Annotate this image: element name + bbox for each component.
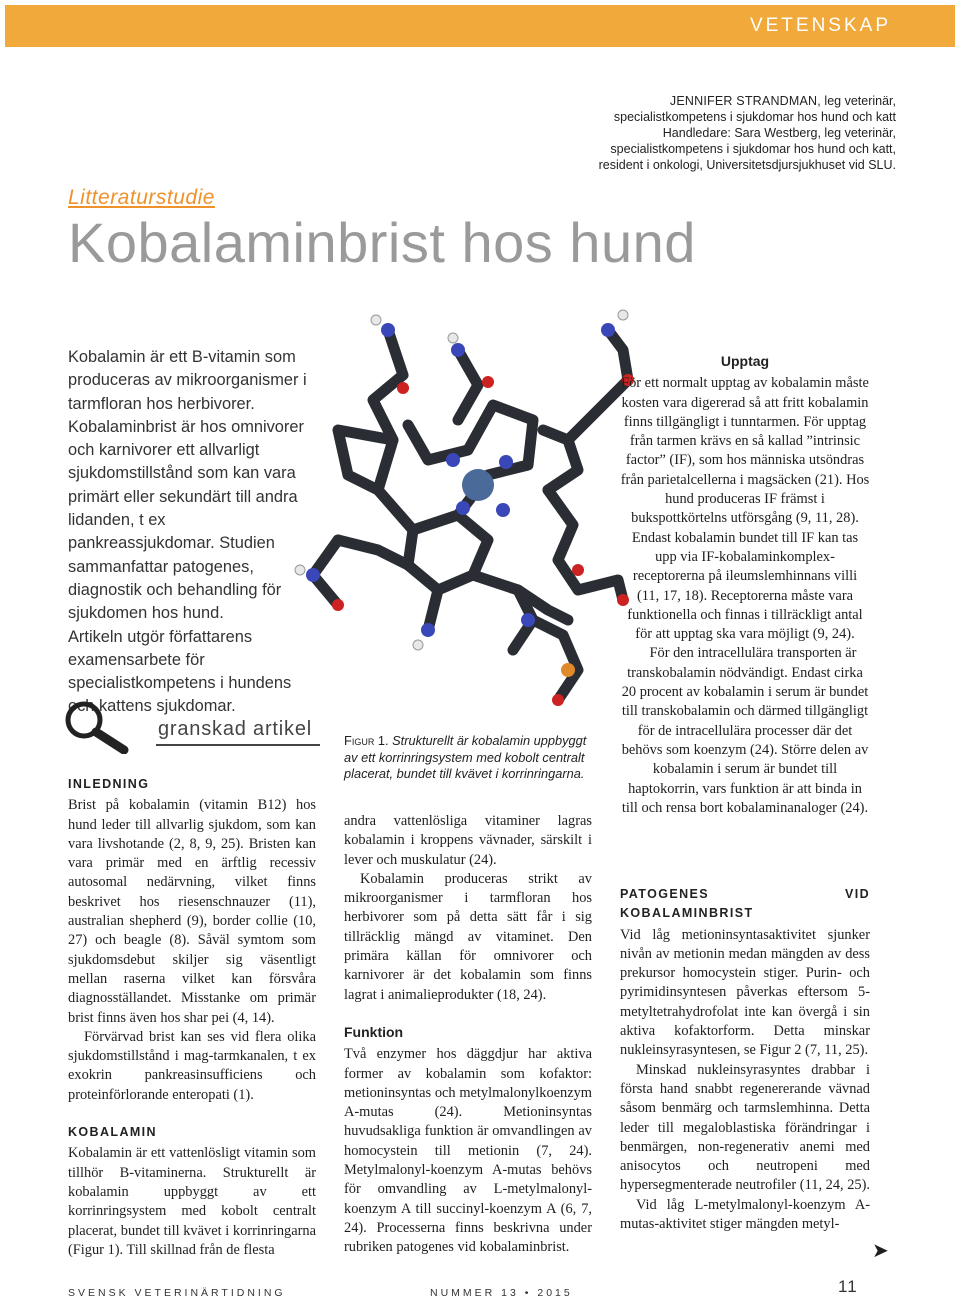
text-column-1 [68, 775, 316, 1260]
body-paragraph: För den intracellulära transporten är transkobalamin nödvändigt. Endast cirka 20 procent av kobalamin i serum är bundet till transkobalamin och därmed tillgängligt för de intracellulära processer där det behövs som koenzym (24). Större delen av kobalamin i serum är bundet till haptokorrin, vars funktion är att binda in till och rensa bort kobalaminanaloger (24). [621, 645, 869, 816]
arrow-right-icon: ➤ [872, 1240, 889, 1262]
lead-text [68, 346, 308, 719]
section-label: VETENSKAP [749, 15, 891, 36]
body-paragraph: Förvärvad brist kan ses vid flera olika sjukdomstillstånd i mag-tarmkanalen, t ex exokrin pankreasinsufficiens och proteinförlorande enteropati (1). [68, 1028, 316, 1103]
upptag-section [620, 352, 870, 818]
lead-paragraph: Artikeln utgör författarens examensarbete för specialistkompetens i hundens och kattens sjukdomar. [68, 627, 292, 716]
author-line: resident i onkologi, Universitetsdjursjukhuset vid SLU. [598, 158, 896, 172]
section-heading: KOBALAMIN [68, 1125, 157, 1140]
figure-caption-text: Strukturellt är kobalamin uppbyggt av ett korrinringsystem med kobolt centralt placerat, bundet till kvävet i korrinringarna. [344, 733, 587, 781]
journal-name: SVENSK VETERINÄRTIDNING [68, 1287, 286, 1299]
text-column-3 [620, 885, 870, 1234]
author-line: specialistkompetens i sjukdomar hos hund och katt, [610, 142, 896, 156]
body-paragraph: Vid låg L-metylmalonyl-koenzym A-mutas-aktivitet stiger mängden metyl- [620, 1196, 870, 1233]
body-paragraph: Två enzymer hos däggdjur har aktiva former av kobalamin som kofaktor: metioninsyntas och metylmalonylkoenzym A-mutas (24). Metioninsyntas huvudsakliga funktion är omvandlingen av homocystein till metionin (7, 24). Metylmalonyl-koenzym A-mutas behövs för omvandling av L-metylmalonyl-koenzym A till succinyl-koenzym A (6, 7, 24). Processerna finns beskrivna under rubriken patogenes vid kobalaminbrist. [344, 1046, 592, 1256]
author-line: specialistkompetens i sjukdomar hos hund och katt [613, 110, 896, 124]
author-title: leg veterinär, [820, 94, 896, 108]
section-heading: INLEDNING [68, 777, 150, 791]
section-banner [5, 5, 955, 47]
body-paragraph: andra vattenlösliga vitaminer lagras kobalamin i kroppens vävnader, särskilt i lever och muskulatur (24). [344, 813, 592, 868]
author-block [476, 93, 896, 173]
figure-caption [344, 733, 602, 783]
article-kicker: Litteraturstudie [68, 186, 215, 209]
page-number: 11 [838, 1277, 858, 1296]
section-heading: Upptag [720, 353, 770, 369]
body-paragraph: För ett normalt upptag av kobalamin måste kosten vara digererad så att fritt kobalamin finns tillgängligt i tunntarmen. För upptag från tarmen krävs en så kallad ”intrinsic factor” (IF), som hos människa utsöndras från parietalcellerna i magsäcken (21). Hos hund produceras IF främst i bukspottkörtelns utförsgång (9, 11, 28). Endast kobalamin bundet till IF kan tas upp via IF-kobalaminkomplex-receptorerna på ileumslemhinnans villi (11, 17, 18). Receptorerna måste vara funktionella och finnas i tillräckligt antal för att upptag ska vara möjligt (9, 24). [620, 375, 870, 643]
magnifier-icon [60, 698, 130, 754]
text-column-2 [344, 812, 592, 1258]
review-label: granskad artikel [158, 718, 312, 740]
body-paragraph: Minskad nukleinsyrasyntes drabbar i första hand snabbt regenererande vävnad såsom benmärg och tarmslemhinna. Detta leder till megaloblastiska förändringar i benmärgen, non-regenerativ anemi med anisocytos och neutropeni med hypersegmenterade neutrofiler (11, 24, 25). [620, 1061, 871, 1194]
lead-paragraph: Kobalamin är ett B-vitamin som produceras av mikroorganismer i tarmfloran hos herbivorer. Kobalaminbrist är hos omnivorer och karnivorer ett allvarligt sjukdomstillstånd som kan vara primärt eller sekundärt till andra lidanden, t ex pankreassjukdomar. Studien sammanfattar patogenes, diagnostik och behandling för sjukdomen hos hund. [68, 348, 307, 623]
peer-review-badge [60, 698, 322, 750]
author-name: JENNIFER STRANDMAN, [669, 94, 821, 108]
body-paragraph: Kobalamin är ett vattenlösligt vitamin som tillhör B-vitaminerna. Strukturellt är kobalamin uppbyggt av ett korrinringsystem med kobolt centralt placerat, bundet till kvävet i korrinringarna (Figur 1). Till skillnad från de flesta [68, 1145, 316, 1258]
cobalamin-molecule-figure [278, 290, 650, 720]
author-line: Handledare: Sara Westberg, leg veterinär, [662, 126, 896, 140]
section-heading: Funktion [344, 1023, 404, 1040]
divider [156, 744, 320, 746]
issue-number: NUMMER 13 • 2015 [430, 1287, 573, 1299]
body-paragraph: Kobalamin produceras strikt av mikroorganismer i tarmfloran hos herbivorer som på detta sätt får i sig tillräcklig mängd av vitaminet. Den primära källan för omnivorer och karnivorer är det kobalamin som finns lagrat i animalieprodukter (18, 24). [344, 870, 592, 1003]
body-paragraph: Vid låg metioninsyntasaktivitet sjunker nivån av metionin medan mängden av dess prekursor homocystein stiger. Purin- och pyrimidinsyntesen påverkas eftersom 5-metyltetrahydrofolat inte kan övergå i sin aktiva kofaktorform. Detta minskar nukleinsyrasyntesen, se Figur 2 (7, 11, 25). [620, 926, 870, 1059]
section-heading: PATOGENES VID KOBALAMINBRIST [620, 887, 870, 921]
body-paragraph: Brist på kobalamin (vitamin B12) hos hund leder till allvarlig sjukdom, som kan vara livshotande (2, 8, 9, 25). Bristen kan vara primär med en ärftlig recessiv autosomal nedärvning, vilket finns beskrivet hos riesenschnauzer (11), australian shepherd (9), border collie (10, 27) och beagle (8). Såväl symtom som sjukdomsdebut skiljer sig väsentligt mellan raserna vilket kan försvåra diagnosställandet. Misstanke om primär brist finns även hos shar pei (4, 14). [68, 797, 316, 1026]
page-title: Kobalaminbrist hos hund [68, 211, 696, 274]
figure-label: Figur 1. [344, 733, 389, 748]
